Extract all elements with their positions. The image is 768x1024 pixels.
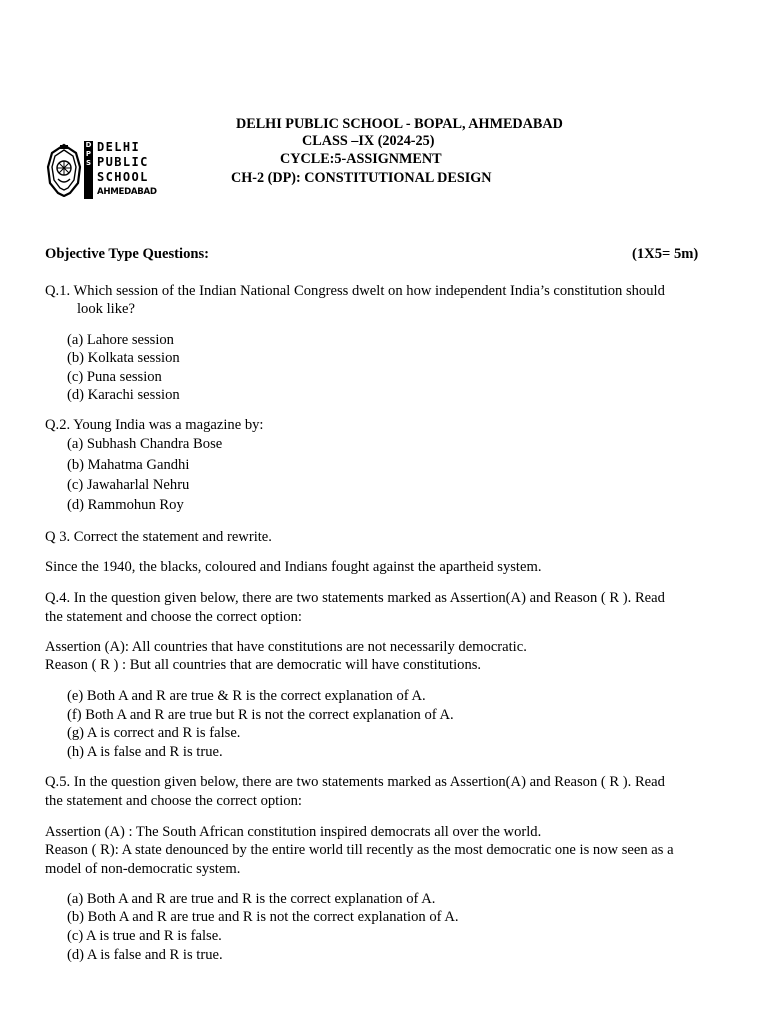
q5-text-line1: Q.5. In the question given below, there are two statements marked as Assertion(A) and Reason ( R ). Read <box>45 774 665 790</box>
q2-option-b: (b) Mahatma Gandhi <box>67 457 190 473</box>
logo-word-delhi: DELHI <box>97 140 141 154</box>
q1-text-line2: look like? <box>77 301 135 317</box>
cycle-line: CYCLE:5-ASSIGNMENT <box>280 151 442 167</box>
q2-option-d: (d) Rammohun Roy <box>67 497 184 513</box>
q5-reason-line2: model of non-democratic system. <box>45 861 241 877</box>
q1-option-d: (d) Karachi session <box>67 387 180 403</box>
chapter-line: CH-2 (DP): CONSTITUTIONAL DESIGN <box>231 170 492 186</box>
q4-option-f: (f) Both A and R are true but R is not the correct explanation of A. <box>67 707 454 723</box>
q3-text: Q 3. Correct the statement and rewrite. <box>45 529 272 545</box>
q5-option-a: (a) Both A and R are true and R is the correct explanation of A. <box>67 891 436 907</box>
q5-option-c: (c) A is true and R is false. <box>67 928 222 944</box>
q4-text-line1: Q.4. In the question given below, there are two statements marked as Assertion(A) and Reason ( R ). Read <box>45 590 665 606</box>
q2-text: Q.2. Young India was a magazine by: <box>45 417 264 433</box>
q4-option-e: (e) Both A and R are true & R is the correct explanation of A. <box>67 688 426 704</box>
q1-option-b: (b) Kolkata session <box>67 350 180 366</box>
q1-option-a: (a) Lahore session <box>67 332 174 348</box>
q1-text-line1: Q.1. Which session of the Indian National Congress dwelt on how independent India’s constitution should <box>45 283 665 299</box>
logo-word-public: PUBLIC <box>97 155 149 169</box>
q4-text-line2: the statement and choose the correct option: <box>45 609 302 625</box>
q4-option-h: (h) A is false and R is true. <box>67 744 223 760</box>
school-logo <box>46 139 157 201</box>
q5-option-d: (d) A is false and R is true. <box>67 947 223 963</box>
logo-word-school: SCHOOL <box>97 170 149 184</box>
q1-option-c: (c) Puna session <box>67 369 162 385</box>
section-title: Objective Type Questions: <box>45 246 210 262</box>
q2-option-c: (c) Jawaharlal Nehru <box>67 477 190 493</box>
q5-text-line2: the statement and choose the correct option: <box>45 793 302 809</box>
school-crest-icon <box>46 143 82 197</box>
q4-assertion: Assertion (A): All countries that have constitutions are not necessarily democratic. <box>45 639 527 655</box>
section-marks: (1X5= 5m) <box>632 246 699 262</box>
q5-reason-line1: Reason ( R): A state denounced by the entire world till recently as the most democratic one is now seen as a <box>45 842 674 858</box>
q4-option-g: (g) A is correct and R is false. <box>67 725 241 741</box>
logo-band: D P S <box>84 141 93 199</box>
q4-reason: Reason ( R ) : But all countries that are democratic will have constitutions. <box>45 657 482 673</box>
q3-statement: Since the 1940, the blacks, coloured and Indians fought against the apartheid system. <box>45 559 542 575</box>
logo-city: AHMEDABAD <box>97 187 157 197</box>
q2-option-a: (a) Subhash Chandra Bose <box>67 436 223 452</box>
q5-option-b: (b) Both A and R are true and R is not the correct explanation of A. <box>67 909 459 925</box>
class-line: CLASS –IX (2024-25) <box>302 133 435 149</box>
school-name: DELHI PUBLIC SCHOOL - BOPAL, AHMEDABAD <box>236 116 563 132</box>
q5-assertion: Assertion (A) : The South African constitution inspired democrats all over the world. <box>45 824 542 840</box>
